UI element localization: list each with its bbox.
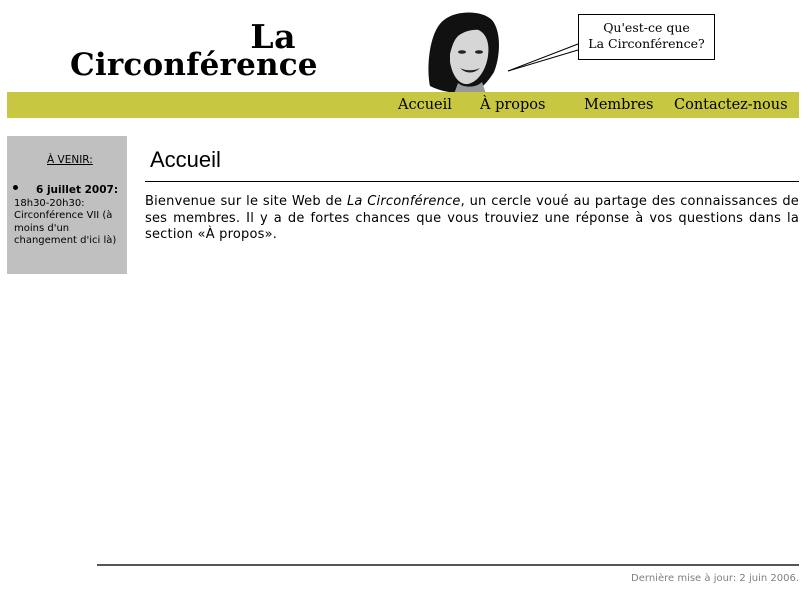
nav-link-membres[interactable]: Membres: [584, 97, 654, 113]
woman-portrait-image: [424, 10, 504, 94]
main-nav: [7, 92, 799, 118]
intro-paragraph: [145, 194, 799, 244]
about-speech-bubble[interactable]: [578, 14, 715, 60]
upcoming-heading: À VENIR:: [47, 154, 93, 166]
logo-line-1: La: [250, 17, 296, 56]
bubble-line-1: Qu'est-ce que: [603, 20, 690, 35]
upcoming-events-sidebar: [7, 136, 127, 274]
page-title: Accueil: [150, 147, 221, 172]
nav-link-a-propos[interactable]: À propos: [480, 97, 546, 113]
event-description: 18h30-20h30: Circonférence VII (à moins d'un changement d'ici là): [14, 198, 117, 247]
nav-link-accueil[interactable]: Accueil: [398, 97, 452, 113]
footer-divider: [97, 564, 799, 566]
nav-link-contactez-nous[interactable]: Contactez-nous: [674, 97, 788, 113]
bullet-icon: [13, 185, 18, 190]
title-divider: [145, 181, 799, 182]
event-date: 6 juillet 2007:: [36, 184, 119, 196]
speech-bubble-pointer: [500, 40, 590, 80]
intro-site-name: La Circonférence: [346, 194, 461, 209]
intro-text-end: , un cercle voué au partage des connaissances de ses membres. Il y a de fortes chances que vous trouviez une réponse à vos questions dans la section «À propos».: [145, 194, 800, 242]
bubble-line-2: La Circonférence?: [588, 36, 705, 51]
site-logo[interactable]: [70, 17, 318, 84]
last-update-text: Dernière mise à jour: 2 juin 2006.: [631, 573, 799, 584]
logo-line-2: Circonférence: [70, 47, 318, 83]
intro-text-start: Bienvenue sur le site Web de: [145, 194, 347, 209]
